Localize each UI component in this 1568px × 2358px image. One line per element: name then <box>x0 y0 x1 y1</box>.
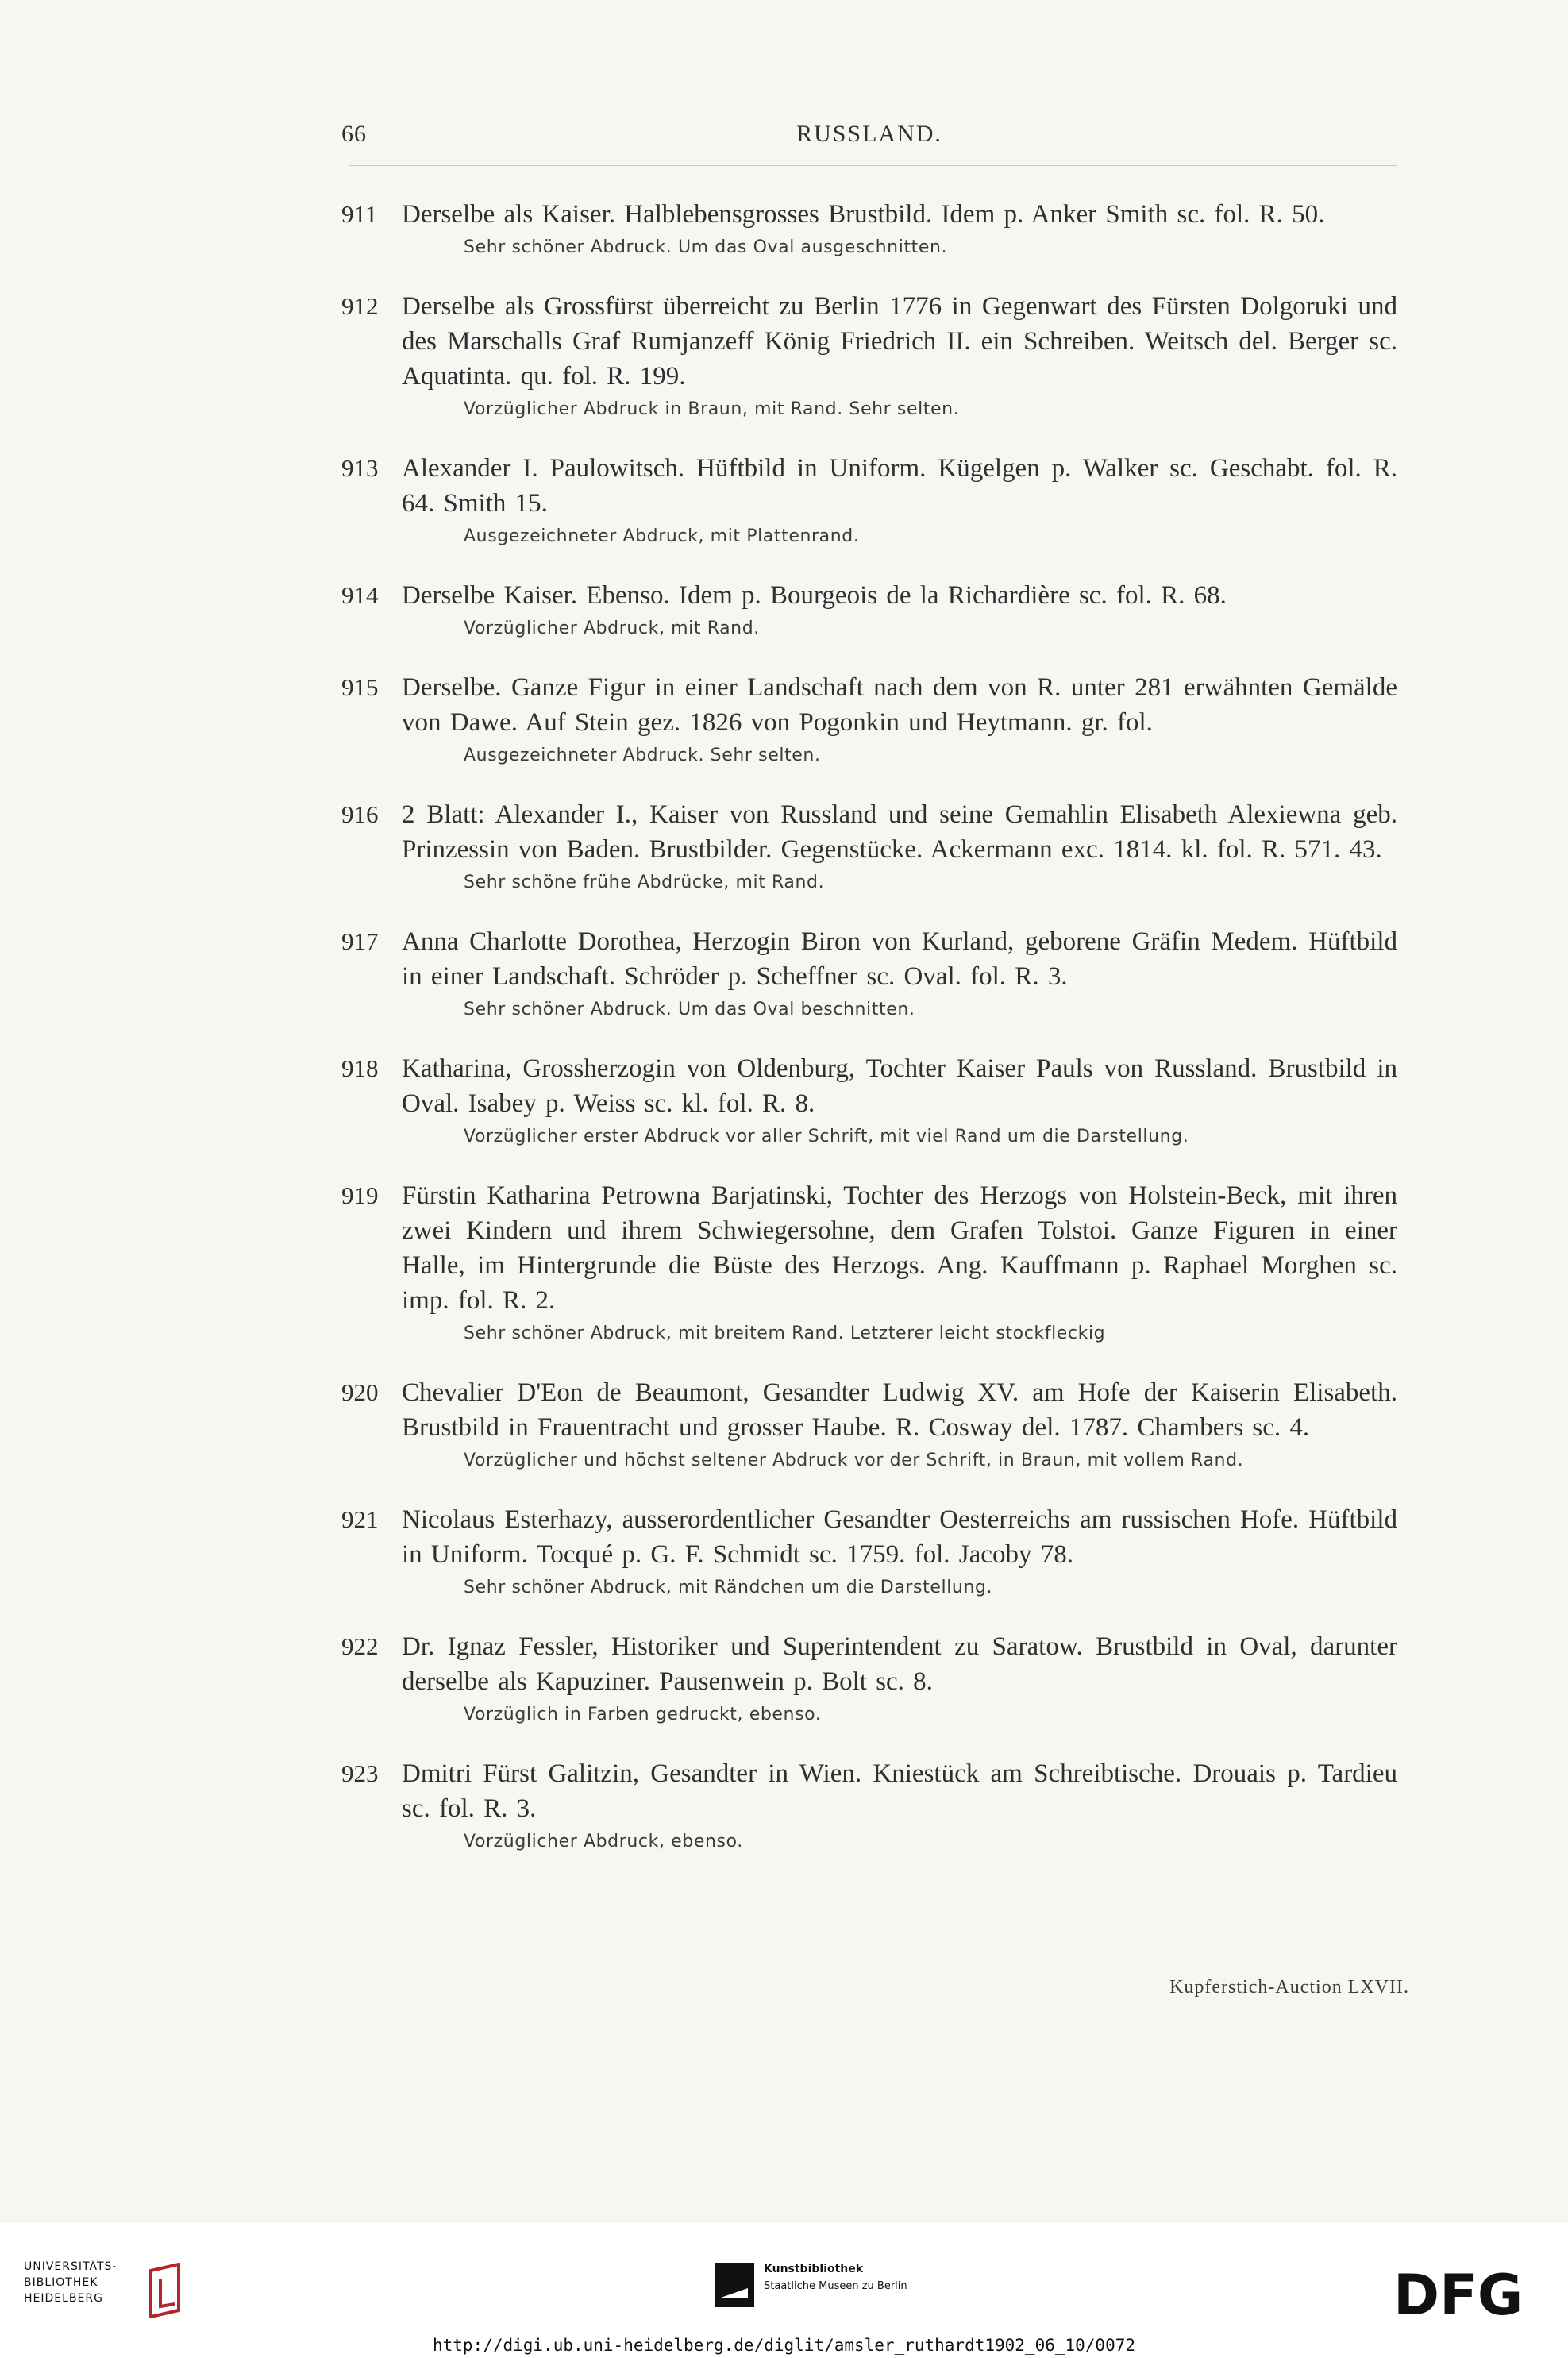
entry-text: Katharina, Grossherzogin von Oldenburg, Tochter Kaiser Pauls von Russland. Brustbild in Oval. Isabey p. Weiss sc. kl. fol. R. 8. <box>402 1054 1397 1118</box>
digitization-banner <box>0 2223 1568 2358</box>
library-line: HEIDELBERG <box>24 2292 103 2305</box>
entry-note: Sehr schöner Abdruck. Um das Oval ausgeschnitten. <box>464 237 948 257</box>
entry-note: Vorzüglicher Abdruck, mit Rand. <box>464 618 760 638</box>
entry-note: Vorzüglich in Farben gedruckt, ebenso. <box>464 1705 822 1724</box>
entry-number: 912 <box>341 292 379 320</box>
entry-text: Chevalier D'Eon de Beaumont, Gesandter Ludwig XV. am Hofe der Kaiserin Elisabeth. Brustbild in Frauentracht und grosser Haube. R. Cosway del. 1787. Chambers sc. 4. <box>402 1378 1397 1442</box>
entry-text: Dr. Ignaz Fessler, Historiker und Superintendent zu Saratow. Brustbild in Oval, darunter derselbe als Kapuziner. Pausenwein p. Bolt sc. 8. <box>402 1632 1397 1696</box>
book-mark-icon <box>143 2263 191 2318</box>
signature-mark: Kupferstich-Auction LXVII. <box>1169 1977 1409 1998</box>
entry-number: 913 <box>341 454 379 482</box>
catalogue-entry-917 <box>341 924 1397 1026</box>
entry-text: Fürstin Katharina Petrowna Barjatinski, Tochter des Herzogs von Holstein-Beck, mit ihren zwei Kindern und ihrem Schwiegersohne, dem Grafen Tolstoi. Ganze Figuren in einer Halle, im Hintergrunde die Büste des Herzogs. Ang. Kauffmann p. Raphael Morghen sc. imp. fol. R. 2. <box>402 1181 1397 1315</box>
entry-note: Sehr schöne frühe Abdrücke, mit Rand. <box>464 873 825 892</box>
dfg-logo-text: DFG <box>1393 2267 1524 2322</box>
library-line: UNIVERSITÄTS- <box>24 2260 118 2273</box>
entry-number: 921 <box>341 1505 379 1533</box>
entry-note: Vorzüglicher und höchst seltener Abdruck vor der Schrift, in Braun, mit vollem Rand. <box>464 1451 1244 1470</box>
entry-text: Derselbe Kaiser. Ebenso. Idem p. Bourgeois de la Richardière sc. fol. R. 68. <box>402 581 1227 610</box>
entry-number: 918 <box>341 1054 379 1082</box>
page-header <box>341 121 1397 160</box>
entry-text: Anna Charlotte Dorothea, Herzogin Biron von Kurland, geborene Gräfin Medem. Hüftbild in einer Landschaft. Schröder p. Scheffner sc. Oval. fol. R. 3. <box>402 927 1397 991</box>
entry-note: Vorzüglicher erster Abdruck vor aller Schrift, mit viel Rand um die Darstellung. <box>464 1127 1189 1146</box>
kunstbibliothek-title: Kunstbibliothek <box>764 2263 864 2275</box>
entry-number: 919 <box>341 1181 379 1209</box>
catalogue-entry-913 <box>341 451 1397 553</box>
source-url-link[interactable]: http://digi.ub.uni-heidelberg.de/diglit/amsler_ruthardt1902_06_10/0072 <box>432 2336 1135 2355</box>
catalogue-entry-915 <box>341 670 1397 772</box>
entry-text: Alexander I. Paulowitsch. Hüftbild in Uniform. Kügelgen p. Walker sc. Geschabt. fol. R. 64. Smith 15. <box>402 454 1397 518</box>
entry-note: Sehr schöner Abdruck, mit Rändchen um die Darstellung. <box>464 1578 993 1597</box>
entry-text: 2 Blatt: Alexander I., Kaiser von Russland und seine Gemahlin Elisabeth Alexiewna geb. Prinzessin von Baden. Brustbilder. Gegenstücke. Ackermann exc. 1814. kl. fol. R. 571. 43. <box>402 800 1397 864</box>
catalogue-entry-914 <box>341 578 1397 645</box>
entry-number: 915 <box>341 673 379 701</box>
entry-text: Dmitri Fürst Galitzin, Gesandter in Wien. Kniestück am Schreibtische. Drouais p. Tardieu sc. fol. R. 3. <box>402 1759 1397 1823</box>
catalogue-entries <box>341 197 1397 1883</box>
catalogue-entry-911 <box>341 197 1397 264</box>
entry-text: Derselbe. Ganze Figur in einer Landschaft nach dem von R. unter 281 erwähnten Gemälde von Dawe. Auf Stein gez. 1826 von Pogonkin und Heytmann. gr. fol. <box>402 673 1397 737</box>
entry-number: 914 <box>341 581 379 609</box>
entry-text: Nicolaus Esterhazy, ausserordentlicher Gesandter Oesterreichs am russischen Hofe. Hüftbild in Uniform. Tocqué p. G. F. Schmidt sc. 1759. fol. Jacoby 78. <box>402 1505 1397 1569</box>
dfg-logo[interactable] <box>1393 2267 1544 2322</box>
entry-number: 916 <box>341 800 379 828</box>
university-library-name <box>24 2259 117 2306</box>
entry-note: Vorzüglicher Abdruck in Braun, mit Rand. Sehr selten. <box>464 399 960 419</box>
entry-number: 911 <box>341 200 378 228</box>
entry-note: Vorzüglicher Abdruck, ebenso. <box>464 1832 743 1851</box>
entry-note: Ausgezeichneter Abdruck. Sehr selten. <box>464 746 821 765</box>
header-rule <box>349 165 1397 166</box>
entry-number: 922 <box>341 1632 379 1660</box>
entry-number: 917 <box>341 927 379 955</box>
catalogue-entry-918 <box>341 1051 1397 1153</box>
running-title: RUSSLAND. <box>796 121 942 147</box>
entry-note: Sehr schöner Abdruck, mit breitem Rand. Letzterer leicht stockfleckig <box>464 1323 1106 1343</box>
catalogue-entry-919 <box>341 1178 1397 1350</box>
catalogue-entry-916 <box>341 797 1397 899</box>
entry-note: Sehr schöner Abdruck. Um das Oval beschnitten. <box>464 1000 915 1019</box>
catalogue-entry-923 <box>341 1756 1397 1858</box>
entry-text: Derselbe als Grossfürst überreicht zu Berlin 1776 in Gegenwart des Fürsten Dolgoruki und des Marschalls Graf Rumjanzeff König Friedrich II. ein Schreiben. Weitsch del. Berger sc. Aquatinta. qu. fol. R. 199. <box>402 292 1397 391</box>
kunstbibliothek-mark-icon <box>715 2263 754 2307</box>
catalogue-entry-912 <box>341 289 1397 426</box>
page-number: 66 <box>341 121 367 147</box>
catalogue-entry-920 <box>341 1375 1397 1477</box>
university-library-logo[interactable] <box>24 2259 198 2322</box>
entry-text: Derselbe als Kaiser. Halblebensgrosses Brustbild. Idem p. Anker Smith sc. fol. R. 50. <box>402 200 1325 229</box>
entry-number: 923 <box>341 1759 379 1787</box>
kunstbibliothek-subtitle: Staatliche Museen zu Berlin <box>764 2280 907 2292</box>
catalogue-entry-921 <box>341 1502 1397 1604</box>
entry-number: 920 <box>341 1378 379 1406</box>
kunstbibliothek-logo[interactable] <box>715 2263 969 2318</box>
entry-note: Ausgezeichneter Abdruck, mit Plattenrand. <box>464 526 860 546</box>
library-line: BIBLIOTHEK <box>24 2276 98 2289</box>
catalogue-entry-922 <box>341 1629 1397 1731</box>
